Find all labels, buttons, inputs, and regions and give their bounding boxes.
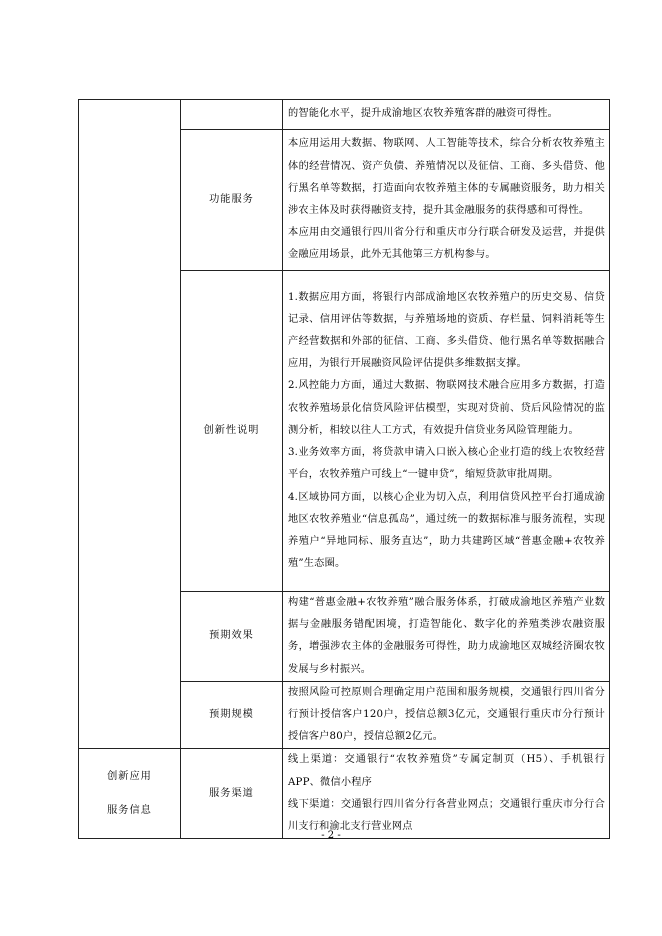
table-row bbox=[79, 100, 610, 130]
table-row bbox=[79, 749, 610, 839]
content-cell bbox=[283, 271, 610, 592]
row-label-service-channel: 服务渠道 bbox=[181, 749, 283, 839]
row-label-innovation: 创新性说明 bbox=[181, 271, 283, 592]
content-paragraph: 构建“普惠金融+农牧养殖”融合服务体系，打破成渝地区养殖产业数据与金融服务错配困境，打造智能化、数字化的养殖类涉农融资服务，增强涉农主体的金融服务可得性，助力成渝地区双城经济圈农牧发展与乡村振兴。 bbox=[288, 597, 605, 675]
row-label-expected-effect: 预期效果 bbox=[181, 592, 283, 682]
content-paragraph: 3.业务效率方面，将贷款申请入口嵌入核心企业打造的线上农牧经营平台，农牧养殖户可线上“一键申贷”，缩短贷款审批周期。 bbox=[288, 447, 605, 481]
content-paragraph: 本应用由交通银行四川省分行和重庆市分行联合研发及运营，并提供金融应用场景，此外无其他第三方机构参与。 bbox=[288, 227, 605, 261]
content-paragraph: 4.区域协同方面，以核心企业为切入点，利用信贷风控平台打通成渝地区农牧养殖业“信息孤岛”，通过统一的数据标准与服务流程，实现养殖户“异地同标、服务直达”，助力共建跨区域“普惠金融+农牧养殖”生态圈。 bbox=[288, 491, 605, 570]
content-paragraph: 1.数据应用方面，将银行内部成渝地区农牧养殖户的历史交易、信贷记录、信用评估等数据，与养殖场地的资质、存栏量、饲料消耗等生产经营数据和外部的征信、工商、多头借贷、他行黑名单等数据融合应用，为银行开展融资风险评估提供多维数据支撑。 bbox=[288, 291, 605, 370]
content-cell bbox=[283, 681, 610, 749]
content-paragraph: 按照风险可控原则合理确定用户范围和服务规模，交通银行四川省分行预计授信客户120户，授信总额3亿元，交通银行重庆市分行预计授信客户80户，授信总额2亿元。 bbox=[288, 686, 605, 743]
application-info-table bbox=[78, 99, 610, 839]
section-label-service-info bbox=[79, 749, 181, 839]
content-paragraph: 本应用运用大数据、物联网、人工智能等技术，综合分析农牧养殖主体的经营情况、资产负债、养殖情况以及征信、工商、多头借贷、他行黑名单等数据，打造面向农牧养殖主体的专属融资服务，助力相关涉农主体及时获得融资支持，提升其金融服务的获得感和可得性。 bbox=[288, 138, 605, 216]
content-paragraph: 2.风控能力方面，通过大数据、物联网技术融合应用多方数据，打造农牧养殖场景化信贷风险评估模型，实现对贷前、贷后风险情况的监测分析，相较以往人工方式，有效提升信贷业务风险管理能力。 bbox=[288, 380, 605, 436]
row-label-function-service: 功能服务 bbox=[181, 130, 283, 271]
row-label-cell-empty bbox=[181, 100, 283, 130]
content-paragraph: 线下渠道：交通银行四川省分行各营业网点；交通银行重庆市分行合川支行和渝北支行营业网点 bbox=[288, 798, 605, 833]
section-label-cell-empty bbox=[79, 100, 181, 749]
row-label-expected-scale: 预期规模 bbox=[181, 681, 283, 749]
content-cell bbox=[283, 592, 610, 682]
content-paragraph: 的智能化水平，提升成渝地区农牧养殖客群的融资可得性。 bbox=[288, 108, 559, 120]
section-label-line: 创新应用 bbox=[107, 770, 152, 782]
section-label-line: 服务信息 bbox=[107, 804, 152, 816]
content-cell bbox=[283, 130, 610, 271]
content-paragraph: 线上渠道：交通银行“农牧养殖贷”专属定制页（H5）、手机银行APP、微信小程序 bbox=[288, 754, 605, 788]
page-number: - 2 - bbox=[321, 830, 341, 841]
content-cell bbox=[283, 749, 610, 839]
content-cell bbox=[283, 100, 610, 130]
